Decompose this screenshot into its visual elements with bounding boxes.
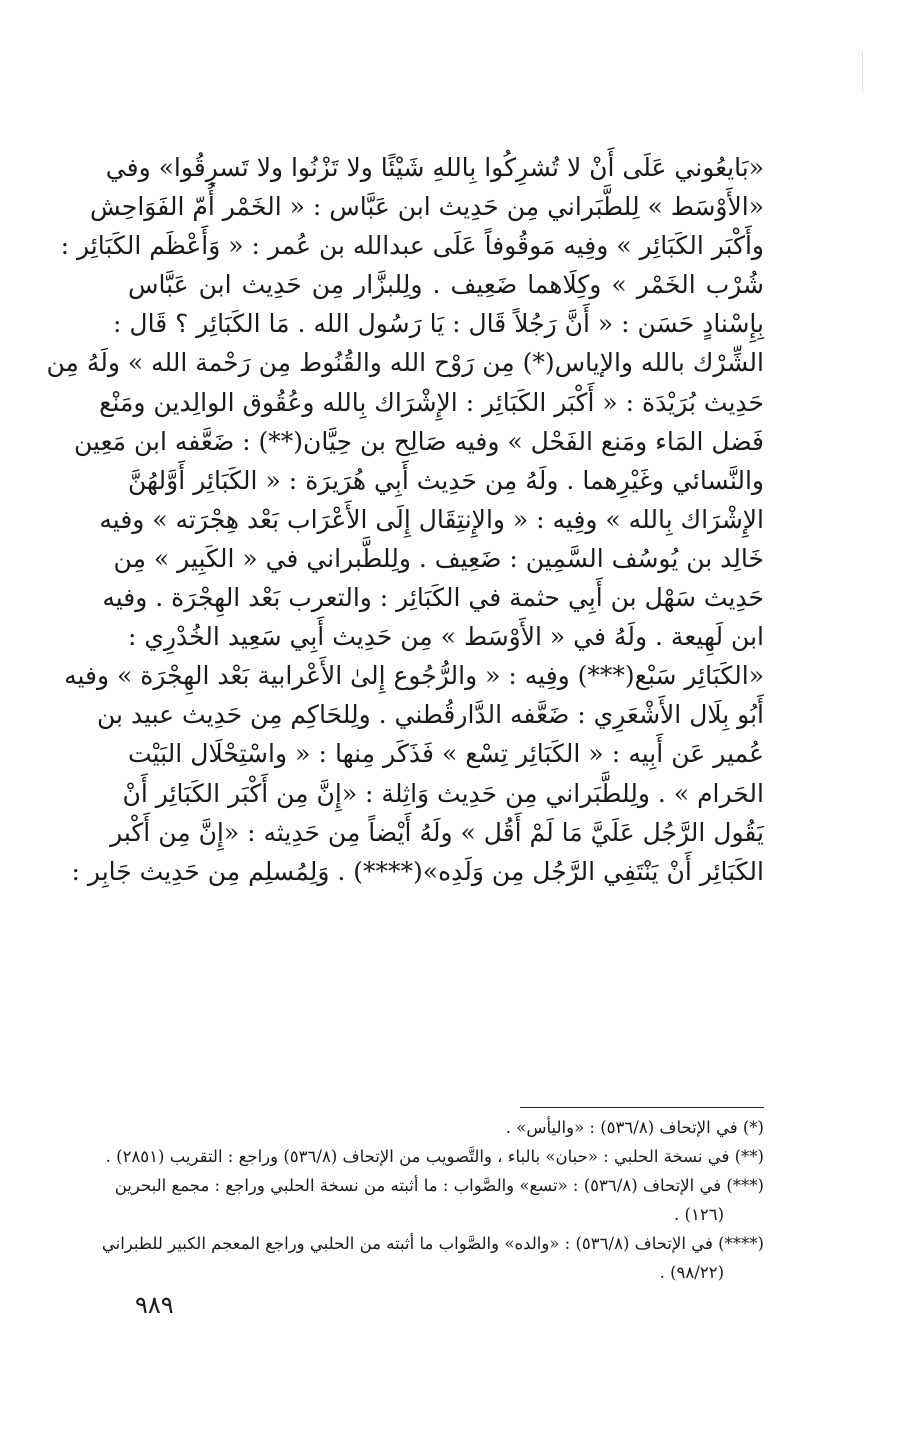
footnote-continuation: (٩٨/٢٢) . [659,1263,724,1282]
text-line: فَضل المَاء ومَنع الفَحْل » وفيه صَالِح بن حِيَّان(**) : ضَعَّفه ابن مَعِين [74,426,764,456]
text-line: الشِّرْك بالله والإياس(*) مِن رَوْح الله والقُنُوط مِن رَحْمة الله » ولَهُ مِن [46,348,764,378]
text-line: الإِشْرَاك بِالله » وفِيه : « والإِنتِقَال إِلَى الأَعْرَاب بَعْد هِجْرَته » وفيه [99,504,764,534]
text-line: حَدِيث سَهْل بن أَبِي حثمة في الكَبَائِر : والتعرب بَعْد الهِجْرَة . وفيه [102,583,764,613]
footnote: (***) في الإتحاف (٥٣٦/٨) : «تسع» والصَّواب : ما أثبته من نسخة الحلبي وراجع : مجمع البحرين [114,1176,764,1195]
margin-mark [862,52,869,92]
text-line: عُمير عَن أَبِيه : « الكَبَائِر تِسْع » فَذَكَر مِنها : « واسْتِحْلَال البَيْت [128,739,764,769]
main-text-block [46,148,764,891]
footnote-continuation: (١٢٦) . [674,1205,724,1224]
page-number: ٩٨٩ [135,1291,174,1319]
footnote: (**) في نسخة الحلبي : «حبان» بالباء ، والتَّصويب من الإتحاف (٥٣٦/٨) وراجع : التقريب (٢٨٥١) . [105,1147,764,1166]
text-line: «الأَوْسَط » لِلطَّبَراني مِن حَدِيث ابن عَبَّاس : « الخَمْر أُمّ الفَوَاحِش [90,192,764,222]
text-line: ابن لَهِيعة . ولَهُ في « الأَوْسَط » مِن حَدِيث أَبِي سَعِيد الخُدْرِي : [128,622,764,652]
text-line: أَبُو بِلَال الأَشْعَرِي : ضَعَّفه الدَّارقُطني . ولِلحَاكِم مِن حَدِيث عبيد بن [97,700,764,730]
footnote: (****) في الإتحاف (٥٣٦/٨) : «والده» والصَّواب ما أثبته من الحلبي وراجع المعجم الكبير للطبراني [101,1234,764,1253]
text-line: بِإِسْنادٍ حَسَن : « أَنَّ رَجُلاً قَال : يَا رَسُول الله . مَا الكَبَائِر ؟ قَال : [113,309,764,339]
text-line: الحَرام » . ولِلطَّبَراني مِن حَدِيث وَاثِلة : «إِنَّ مِن أَكْبَر الكَبَائِر أَنْ [122,778,764,808]
text-line: خَالِد بن يُوسُف السَّمِين : ضَعِيف . ولِلطَّبراني في « الكَبِير » مِن [113,543,764,573]
text-line: «بَايعُوني عَلَى أَنْ لا تُشرِكُوا بِاللهِ شَيْئًا ولا تَزْنُوا ولا تَسرِقُوا» وفي [105,153,764,182]
text-line: وأَكْبَر الكَبَائِر » وفِيه مَوقُوفاً عَلَى عبدالله بن عُمر : « وَأَعْظَم الكَبَائِر : [60,231,764,261]
text-line: «الكَبَائِر سَبْع(***) وفِيه : « والرُّجُوع إِلىٰ الأَعْرابية بَعْد الهِجْرَة » وفيه [64,661,764,691]
text-line: حَدِيث بُرَيْدَة : « أَكْبَر الكَبَائِر : الإِشْرَاك بِالله وعُقُوق الوالِدين ومَنْع [99,387,764,417]
text-line: شُرْب الخَمْر » وكِلَاهما ضَعِيف . ولِلبزَّار مِن حَدِيث ابن عَبَّاس [128,270,764,300]
text-line: والنَّسائي وغَيْرِهما . ولَهُ مِن حَدِيث أَبِي هُرَيرَة : « الكَبَائِر أَوَّلهُنَّ [128,465,764,495]
footnote-separator [520,1107,764,1108]
footnotes-block [101,1113,764,1287]
text-line: الكَبَائِر أَنْ يَنْتَفِي الرَّجُل مِن وَلَدِه»(****) . وَلِمُسلِم مِن حَدِيث جَابِر : [71,856,764,886]
footnote: (*) في الإتحاف (٥٣٦/٨) : «واليأس» . [505,1118,764,1137]
text-line: يَقُول الرَّجُل عَلَيَّ مَا لَمْ أَقُل » ولَهُ أَيْضاً مِن حَدِيثه : «إِنَّ مِن أَكْبر [110,817,764,847]
